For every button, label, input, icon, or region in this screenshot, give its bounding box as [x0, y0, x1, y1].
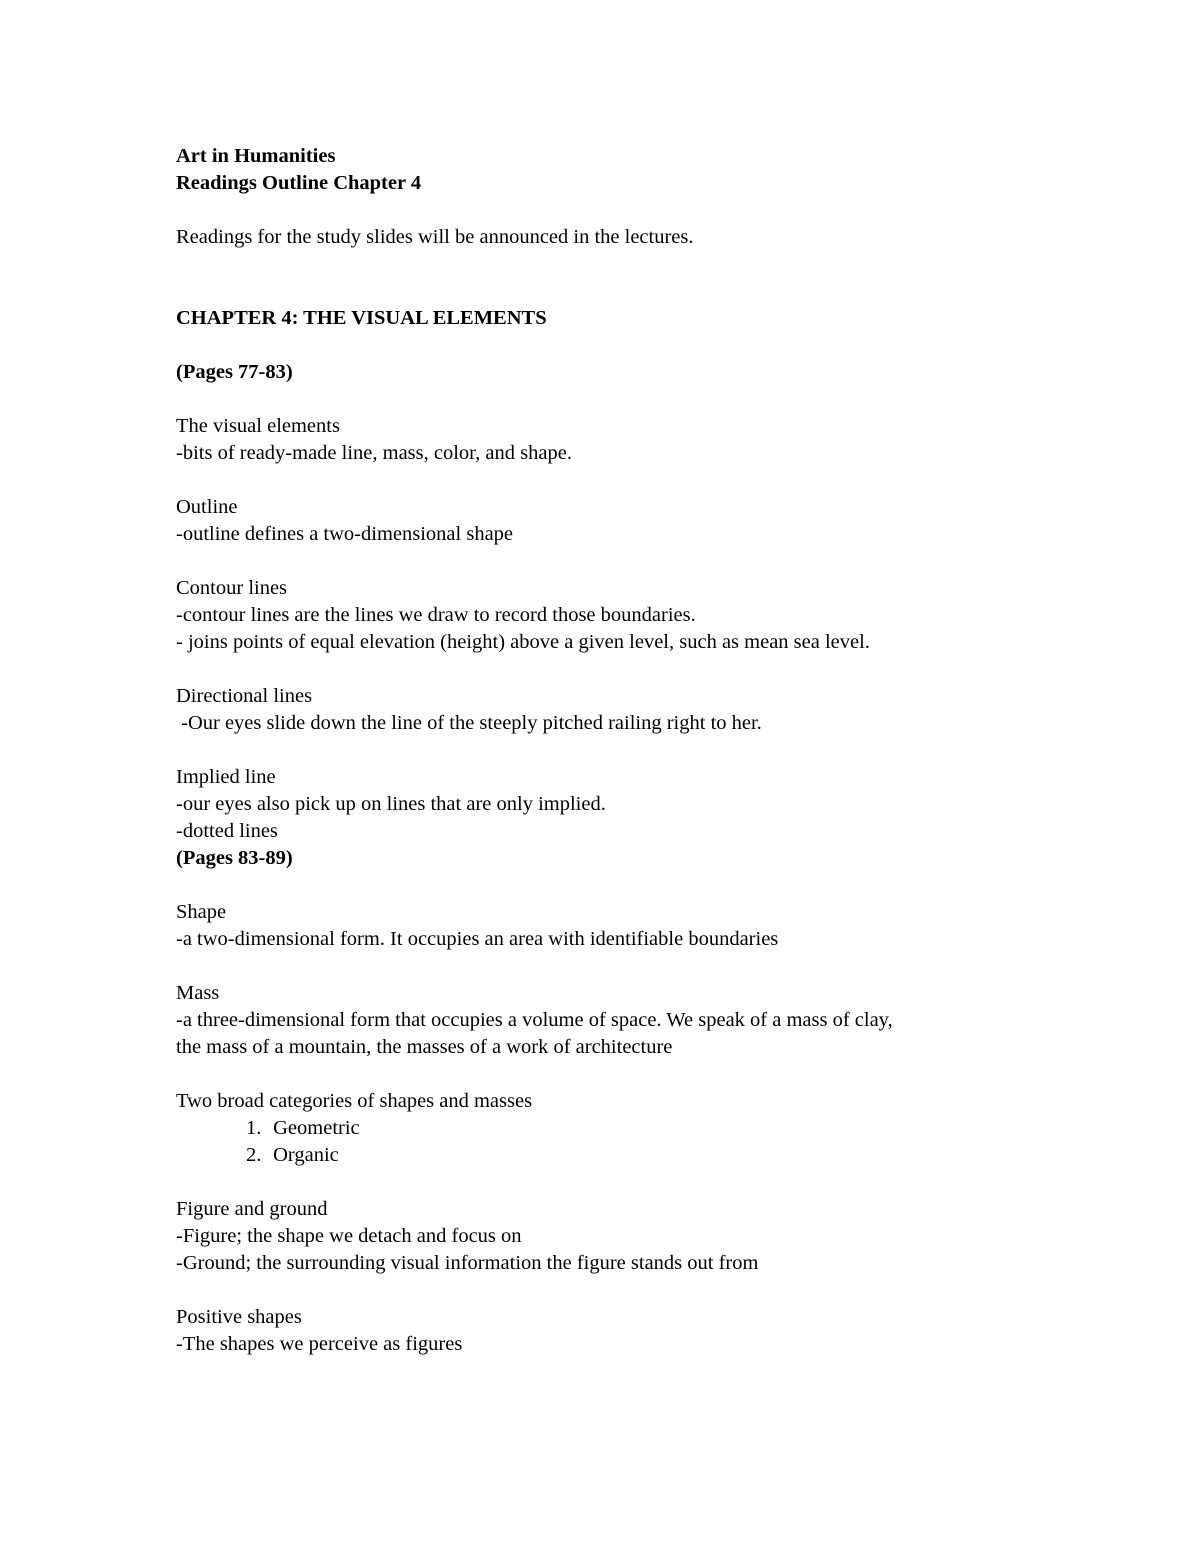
spacer [176, 872, 1076, 899]
spacer [176, 197, 1076, 224]
visual-elements-desc: -bits of ready-made line, mass, color, and shape. [176, 442, 572, 464]
outline-term: Outline [176, 496, 238, 518]
mass-desc-2: the mass of a mountain, the masses of a work of architecture [176, 1036, 673, 1058]
list-item [246, 1142, 1076, 1169]
figure-ground-desc-1: -Figure; the shape we detach and focus on [176, 1225, 522, 1247]
figure-ground-term: Figure and ground [176, 1198, 328, 1220]
outline-title: Readings Outline Chapter 4 [176, 172, 422, 194]
spacer [176, 1061, 1076, 1088]
spacer [176, 278, 1076, 305]
outline-desc: -outline defines a two-dimensional shape [176, 523, 514, 545]
section2-pages: (Pages 83-89) [176, 847, 293, 869]
list-item-label: Organic [273, 1144, 339, 1166]
positive-shapes-desc: -The shapes we perceive as figures [176, 1333, 463, 1355]
list-item-number: 1. [246, 1117, 262, 1139]
spacer [176, 737, 1076, 764]
implied-line-desc-1: -our eyes also pick up on lines that are only implied. [176, 793, 606, 815]
chapter-heading: CHAPTER 4: THE VISUAL ELEMENTS [176, 307, 547, 329]
directional-lines-desc: -Our eyes slide down the line of the steeply pitched railing right to her. [176, 712, 762, 734]
spacer [176, 386, 1076, 413]
figure-ground-desc-2: -Ground; the surrounding visual information the figure stands out from [176, 1252, 759, 1274]
section1-pages: (Pages 77-83) [176, 361, 293, 383]
mass-term: Mass [176, 982, 220, 1004]
spacer [176, 953, 1076, 980]
spacer [176, 332, 1076, 359]
list-item [246, 1115, 1076, 1142]
shape-term: Shape [176, 901, 227, 923]
list-item-label: Geometric [273, 1117, 360, 1139]
mass-desc-1: -a three-dimensional form that occupies a volume of space. We speak of a mass of clay, [176, 1009, 893, 1031]
categories-list [176, 1115, 1076, 1169]
positive-shapes-term: Positive shapes [176, 1306, 302, 1328]
spacer [176, 1169, 1076, 1196]
spacer [176, 1277, 1076, 1304]
directional-lines-term: Directional lines [176, 685, 313, 707]
spacer [176, 467, 1076, 494]
course-title: Art in Humanities [176, 145, 336, 167]
implied-line-term: Implied line [176, 766, 276, 788]
implied-line-desc-2: -dotted lines [176, 820, 278, 842]
spacer [176, 656, 1076, 683]
intro-text: Readings for the study slides will be announced in the lectures. [176, 226, 694, 248]
contour-lines-desc-2: - joins points of equal elevation (height) above a given level, such as mean sea level. [176, 631, 870, 653]
spacer [176, 548, 1076, 575]
spacer [176, 251, 1076, 278]
contour-lines-desc-1: -contour lines are the lines we draw to record those boundaries. [176, 604, 696, 626]
list-item-number: 2. [246, 1144, 262, 1166]
contour-lines-term: Contour lines [176, 577, 288, 599]
shape-desc: -a two-dimensional form. It occupies an area with identifiable boundaries [176, 928, 779, 950]
categories-term: Two broad categories of shapes and masses [176, 1090, 533, 1112]
visual-elements-term: The visual elements [176, 415, 340, 437]
document-body [176, 143, 1076, 1358]
